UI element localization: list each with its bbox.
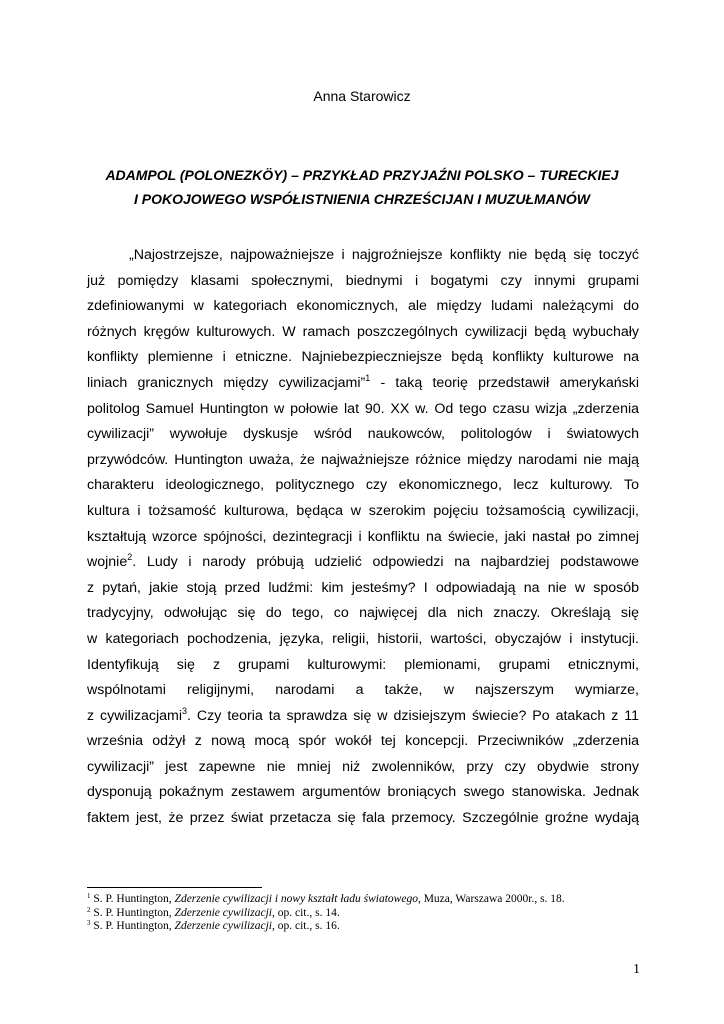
footnote-ref-2[interactable]: 2: [127, 552, 133, 563]
text-line: przywódców. Huntington uważa, że najważniejsze różnice między narodami nie mają: [87, 451, 639, 468]
text-segment: . Czy teoria ta sprawdza się w dzisiejszym świecie? Po atakach z 11: [187, 707, 640, 724]
text-line: [87, 704, 639, 730]
text-segment: liniach granicznych między cywilizacjami”: [87, 374, 366, 391]
text-line: [87, 371, 639, 397]
text-line: dysponują pokaźnym zestawem argumentów broniących swego stanowiska. Jednak: [87, 784, 639, 801]
footnote-number: 2: [87, 905, 91, 914]
title-line-1: ADAMPOL (POLONEZKÖY) – PRZYKŁAD PRZYJAŹNI POLSKO – TURECKIEJ: [105, 167, 619, 183]
footnote-separator: [87, 887, 262, 888]
footnotes: [87, 893, 647, 934]
footnote-number: 1: [87, 892, 91, 900]
text-segment: . Ludy i narody próbują udzielić odpowiedzi na najbardziej podstawowe: [132, 554, 639, 571]
body-paragraph: [87, 243, 639, 832]
footnote-3: [87, 920, 647, 934]
text-line: konflikty plemienne i etniczne. Najniebezpieczniejsze będą konflikty kulturowe na: [87, 349, 639, 366]
footnote-text: , Muza, Warszawa 2000r., s. 18.: [417, 893, 565, 905]
footnote-book-title: Zderzenie cywilizacji,: [174, 920, 275, 932]
footnote-text: op. cit., s. 14.: [274, 906, 340, 919]
text-line: różnych kręgów kulturowych. W ramach poszczególnych cywilizacji będą wybuchały: [87, 323, 639, 340]
text-segment: z cywilizacjami: [87, 707, 183, 724]
footnote-1: [87, 893, 647, 907]
text-line: charakteru ideologicznego, politycznego czy ekonomicznego, lecz kulturowy. To: [87, 477, 639, 494]
footnote-2: [87, 907, 647, 921]
document-title: [80, 163, 644, 211]
footnote-text: S. P. Huntington,: [90, 893, 175, 905]
text-segment: wojnie: [87, 554, 128, 571]
text-line: kształtują wzorce spójności, dezintegracji i konfliktu na świecie, jaki nastał po zimnej: [87, 528, 639, 545]
text-line: w kategoriach pochodzenia, języka, religii, historii, wartości, obyczajów i instytucji.: [87, 630, 639, 647]
text-line: kultura i tożsamość kulturowa, będąca w szerokim pojęciu tożsamością cywilizacji,: [87, 502, 639, 519]
footnote-text: op. cit., s. 16.: [274, 920, 340, 932]
footnote-text: S. P. Huntington,: [90, 920, 175, 932]
title-line-2: I POKOJOWEGO WSPÓŁISTNIENIA CHRZEŚCIJAN I MUZUŁMANÓW: [133, 191, 591, 207]
text-line: Identyfikują się z grupami kulturowymi: plemionami, grupami etnicznymi,: [87, 656, 639, 673]
author-name: Anna Starowicz: [313, 88, 411, 104]
text-segment: - taką teorię przedstawił amerykański: [370, 374, 639, 391]
page-number: 1: [633, 962, 640, 977]
text-line: „Najostrzejsze, najpoważniejsze i najgroźniejsze konflikty nie będą się toczyć: [129, 247, 639, 263]
text-line: wspólnotami religijnymi, narodami a także, w najszerszym wymiarze,: [87, 682, 639, 699]
text-line: [87, 550, 639, 576]
text-line: już pomiędzy klasami społecznymi, biednymi i bogatymi czy innymi grupami: [87, 272, 639, 289]
footnote-book-title: Zderzenie cywilizacji i nowy kształt ładu światowego: [174, 893, 418, 905]
footnote-text: S. P. Huntington,: [90, 906, 175, 919]
footnote-ref-1[interactable]: 1: [365, 372, 371, 383]
text-line: tradycyjny, odwołując się do tego, co najwięcej dla nich znaczy. Określają się: [87, 605, 639, 622]
text-line: cywilizacji” jest zapewne nie mniej niż zwolenników, przy czy obydwie strony: [87, 758, 639, 775]
text-line: cywilizacji” wywołuje dyskusje wśród naukowców, politologów i światowych: [87, 426, 639, 443]
text-line: faktem jest, że przez świat przetacza się fala przemocy. Szczególnie groźne wydają: [87, 810, 639, 827]
text-line: z pytań, jakie stoją przed ludźmi: kim jesteśmy? I odpowiadają na nie w sposób: [87, 579, 639, 596]
footnote-book-title: Zderzenie cywilizacji,: [174, 906, 275, 919]
text-line: politolog Samuel Huntington w połowie lat 90. XX w. Od tego czasu wizja „zderzenia: [87, 400, 639, 417]
footnote-ref-3[interactable]: 3: [182, 705, 188, 716]
footnote-number: 3: [87, 919, 91, 927]
text-line: zdefiniowanymi w kategoriach ekonomicznych, ale między ludami należącymi do: [87, 298, 639, 315]
text-line: września odżył z nową mocą spór wokół tej koncepcji. Przeciwników „zderzenia: [87, 733, 639, 750]
